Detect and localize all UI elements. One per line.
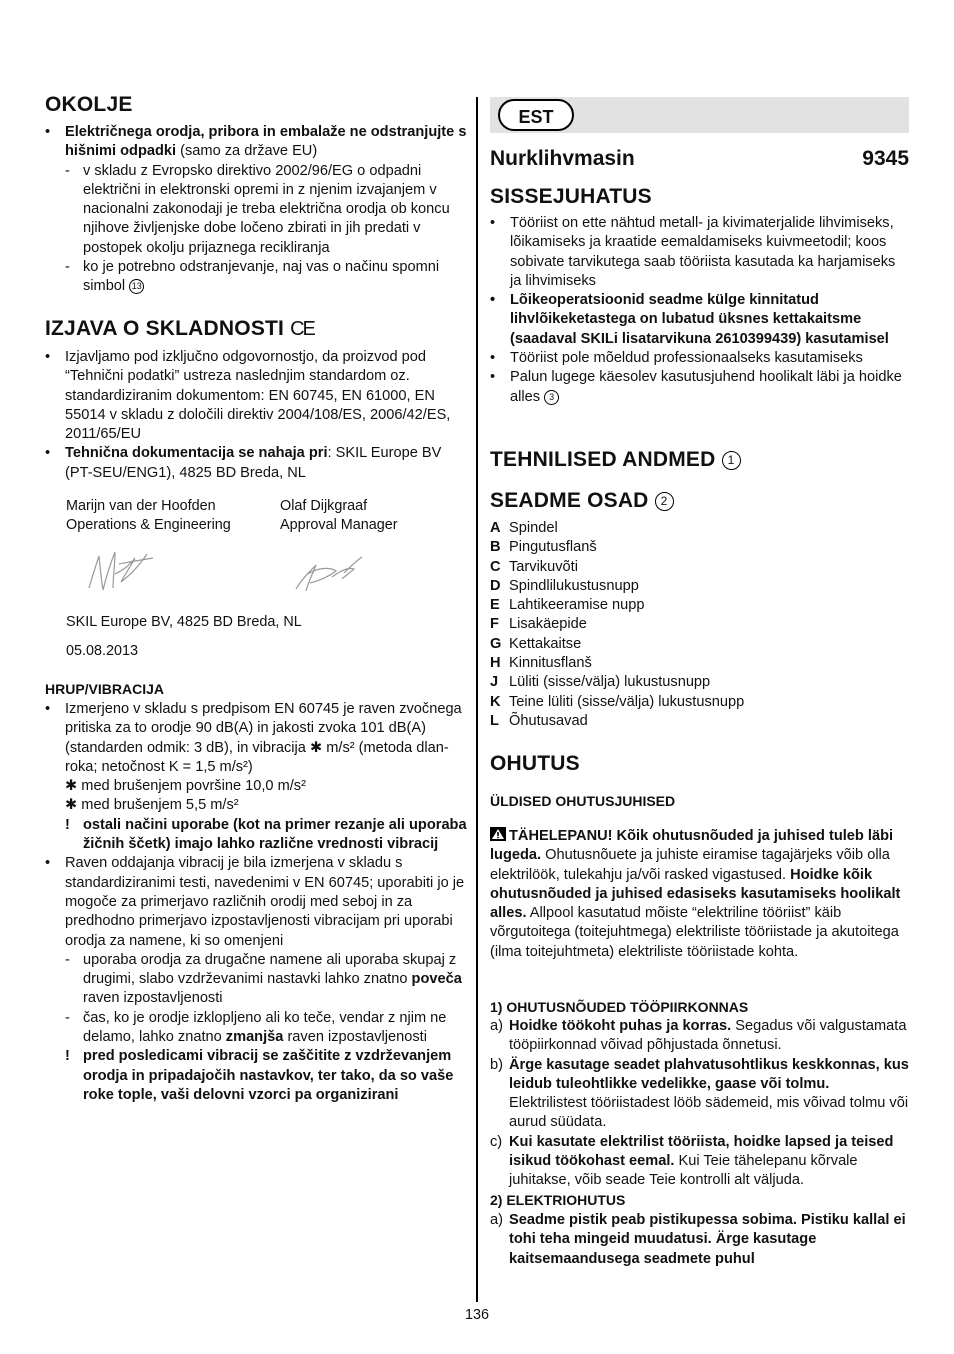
item-letter: a): [490, 1212, 503, 1228]
parts-heading: [490, 488, 674, 514]
part-letter: G: [490, 635, 502, 652]
hrup-dash-2-a: čas, ko je orodje izklopljeno ali ko teče, vendar z njim ne delamo, lahko znatno: [83, 1009, 447, 1046]
warning-bold-1: TÄHELEPANU! Kõik ohutusnõuded ja juhised tuleb läbi lugeda.: [490, 828, 894, 864]
hrup-note-1: ! ostali načini uporabe (kot na primer rezanje ali uporaba žičnih ščetk) imajo lahko različne vrednosti vibracij: [45, 816, 467, 855]
signature-2-icon: [292, 553, 366, 595]
part-label: Spindlilukustusnupp: [509, 577, 639, 594]
column-divider: [476, 97, 478, 1302]
intro-list: [490, 214, 910, 407]
tech-heading: [490, 447, 741, 473]
company-address: SKIL Europe BV, 4825 BD Breda, NL: [66, 614, 302, 630]
item-text: Kui Teie tähelepanu kõrvale juhitakse, võib seade Teie kontrolli alt väljuda.: [509, 1153, 858, 1189]
okolje-heading: OKOLJE: [45, 93, 133, 116]
part-label: Kinnitusflanš: [509, 655, 592, 672]
item-bold: Seadme pistik peab pistikupessa sobima. Pistiku kallal ei tohi teha mingeid muudatusi. Ärge kasutage kaitsemaandusega seadmete puhul: [509, 1212, 906, 1267]
item-letter: c): [490, 1133, 503, 1150]
sec2-list: [490, 1211, 910, 1269]
part-letter: J: [490, 674, 499, 691]
hrup-bullet-1: • Izmerjeno v skladu s predpisom EN 60745 je raven zvočnega pritiska za to orodje 90 dB(A) in jakosti zvoka 101 dB(A) (standarden odmik: 3 dB), in vibracija ✱ m/s² (metoda dlan-roka; netočnost K = 1,5 m/s²): [45, 700, 467, 777]
declaration-date: 05.08.2013: [66, 643, 139, 659]
izjava-title: IZJAVA O SKLADNOSTI: [45, 317, 285, 340]
izjava-bullet-2: [45, 444, 467, 483]
ohutus-heading: OHUTUS: [490, 752, 580, 775]
hrup-dash-1-a: uporaba orodja za drugačne namene ali uporaba skupaj z drugimi, slabo vzdrževanimi nastavki lahko znatno: [83, 951, 457, 988]
hrup-dash-1-b: poveča: [411, 971, 462, 988]
sec1-heading: 1) OHUTUSNÕUDED TÖÖPIIRKONNAS: [490, 999, 749, 1015]
warning-text-1: Ohutusnõuete ja juhiste eiramise tagajärjeks võib olla elektrilöök, tulekahju ja/või rasked vigastused.: [490, 847, 890, 883]
list-item: [490, 519, 910, 538]
list-item: [490, 673, 910, 692]
list-item: [490, 1211, 910, 1269]
item-bold: Ärge kasutage seadet plahvatusohtlikus keskkonnas, kus leidub tuleohtlikke vedelikke, gaase või tolmu.: [509, 1056, 909, 1092]
part-letter: C: [490, 558, 501, 575]
intro-bullet-4-text: Palun lugege käesolev kasutusjuhend hoolikalt läbi ja hoidke alles: [510, 369, 902, 405]
page-number: 136: [464, 1307, 489, 1323]
circled-number-13: 13: [129, 279, 144, 294]
list-item: [490, 596, 910, 615]
warning-triangle-icon: [490, 827, 506, 841]
signatory-1-title: Operations & Engineering: [66, 517, 231, 533]
hrup-note-2: ! pred posledicami vibracij se zaščitite z vzdrževanjem orodja in pripadajočih nastavkov, ter tako, da so vaše roke tople, vaši delovni vzorci pa organizirani: [45, 1047, 467, 1105]
item-text: Elektrilistest tööriistadest lööb sädemeid, mis võivad tolmu või aurud süüdata.: [509, 1095, 909, 1131]
part-label: Lüliti (sisse/välja) lukustusnupp: [509, 674, 711, 691]
part-letter: E: [490, 597, 500, 614]
tech-title: TEHNILISED ANDMED: [490, 448, 716, 471]
part-letter: L: [490, 712, 499, 729]
okolje-dash-2: [45, 258, 467, 297]
part-letter: D: [490, 577, 501, 594]
item-letter: b): [490, 1056, 503, 1073]
list-item: [490, 654, 910, 673]
list-item: [490, 693, 910, 712]
part-label: Pingutusflanš: [509, 539, 597, 556]
part-letter: B: [490, 539, 501, 556]
list-item: [490, 538, 910, 557]
hrup-star-2: ✱ med brušenjem 5,5 m/s²: [65, 797, 239, 814]
warning-paragraph: [490, 827, 910, 962]
hrup-heading: HRUP/VIBRACIJA: [45, 681, 165, 697]
part-label: Spindel: [509, 520, 558, 536]
hrup-dash-2-b: zmanjša: [225, 1029, 284, 1046]
product-name: Nurklihvmasin: [490, 147, 635, 170]
part-letter: F: [490, 616, 499, 633]
circled-number-3: 3: [544, 390, 559, 405]
intro-bullet-4: [490, 368, 910, 407]
intro-bullet-3: • Tööriist pole mõeldud professionaalseks kasutamiseks: [490, 349, 910, 368]
part-letter: K: [490, 693, 501, 710]
hrup-star-1: ✱ med brušenjem površine 10,0 m/s²: [65, 778, 306, 795]
parts-list: [490, 519, 910, 731]
intro-bullet-1: • Tööriist on ette nähtud metall- ja kivimaterjalide lihvimiseks, lõikamiseks ja kraatide eemaldamiseks kuivmeetodil; koos sobivate tarvikutega saab tööriista kasutada ka harjamiseks ja lihvimiseks: [490, 214, 910, 291]
language-bar: [490, 97, 909, 133]
okolje-list: [45, 123, 467, 297]
part-letter: H: [490, 655, 501, 672]
part-label: Õhutusavad: [509, 712, 588, 729]
signatory-2: [280, 497, 398, 535]
okolje-bullet-rest: (samo za države EU): [176, 143, 318, 160]
item-letter: a): [490, 1018, 503, 1034]
list-item: [490, 558, 910, 577]
okolje-bullet-bold: Električnega orodja, pribora in embalaže ne odstranjujte s hišnimi odpadki: [65, 124, 467, 160]
list-item: [490, 1056, 910, 1133]
parts-title: SEADME OSAD: [490, 489, 649, 512]
ce-mark-icon: CE: [290, 318, 314, 340]
list-item: [490, 712, 910, 731]
signatory-2-name: Olaf Dijkgraaf: [280, 498, 368, 514]
item-bold: Hoidke töökoht puhas ja korras.: [509, 1018, 732, 1034]
hrup-dash-2: [45, 1009, 467, 1048]
hrup-list: [45, 700, 467, 1105]
circled-number-2: 2: [655, 492, 674, 511]
part-label: Tarvikuvõti: [509, 558, 578, 575]
okolje-bullet: [45, 123, 467, 162]
sec2-heading: 2) ELEKTRIOHUTUS: [490, 1192, 626, 1208]
izjava-list: [45, 348, 467, 483]
izjava-bullet-2-rest: : SKIL Europe BV (PT-SEU/ENG1), 4825 BD Breda, NL: [65, 445, 442, 481]
part-label: Teine lüliti (sisse/välja) lukustusnupp: [509, 693, 745, 710]
item-bold: Kui kasutate elektrilist tööriista, hoidke lapsed ja teised isikud töökohast eemal.: [509, 1133, 894, 1170]
item-text: Segadus või valgustamata tööpiirkonnad võivad põhjustada õnnetusi.: [509, 1018, 907, 1054]
list-item: [490, 1017, 910, 1056]
izjava-bullet-1: • Izjavljamo pod izključno odgovornostjo, da proizvod pod “Tehnični podatki” ustreza naslednjim standardom oz. standardiziranim dokumentom: EN 60745, EN 61000, EN 55014 v skladu z določili direktiv 2004/108/ES, 2006/42/ES, 2011/65/EU: [45, 348, 467, 444]
sec1-list: [490, 1017, 910, 1191]
warning-text-2: Allpool kasutatud mõiste “elektriline tööriist” käib võrgutoitega (toitejuhtmega) elektriliste tööriistade ja akutoitega (ilma toitejuhtmeta) elektriliste tööriistade kohta.: [490, 905, 899, 960]
signatory-1-name: Marijn van der Hoofden: [66, 498, 216, 514]
list-item: [490, 635, 910, 654]
signatory-1: [66, 497, 231, 535]
hrup-bullet-2: • Raven oddajanja vibracij je bila izmerjena v skladu s standardiziranimi testi, navedenimi v EN 60745; uporabiti jo je mogoče za primerjavo različnih orodij med seboj in za predhodno primerjavo izpostavljenosti vibracijam pri uporabi orodja za namene, ki so omenjeni: [45, 854, 467, 950]
hrup-dash-1-c: raven izpostavljenosti: [83, 990, 223, 1007]
signature-1-icon: [85, 544, 157, 596]
warning-bold-2: Hoidke kõik ohutusnõuded ja juhised edasiseks kasutamiseks hoolikalt alles.: [490, 866, 901, 922]
intro-heading: SISSEJUHATUS: [490, 185, 652, 208]
list-item: [490, 615, 910, 634]
okolje-dash-2-text: ko je potrebno odstranjevanje, naj vas o načinu spomni simbol: [83, 259, 440, 295]
izjava-heading: [45, 316, 314, 342]
okolje-dash-1: - v skladu z Evropsko direktivo 2002/96/EG o odpadni električni in elektronski opremi in z njenim izvajanjem v nacionalni zakonodaji je treba električna orodja ob koncu njihove življenjske dobe ločeno zbirati in jih predati v postopek okolju prijaznega recikliranja: [45, 162, 467, 258]
product-title: [490, 146, 909, 172]
hrup-dash-1: [45, 951, 467, 1009]
list-item: [490, 577, 910, 596]
part-label: Kettakaitse: [509, 635, 582, 652]
part-label: Lahtikeeramise nupp: [509, 597, 645, 614]
part-letter: A: [490, 520, 501, 536]
circled-number-1: 1: [722, 451, 741, 470]
izjava-bullet-2-bold: Tehnična dokumentacija se nahaja pri: [65, 445, 328, 462]
yldised-heading: ÜLDISED OHUTUSJUHISED: [490, 793, 676, 809]
signatory-2-title: Approval Manager: [280, 517, 398, 533]
product-number: 9345: [862, 147, 909, 170]
list-item: [490, 1133, 910, 1191]
part-label: Lisakäepide: [509, 616, 587, 633]
intro-bullet-2: • Lõikeoperatsioonid seadme külge kinnitatud lihvlõikeketastega on lubatud üksnes kettakaitsme (saadaval SKILi lisatarvikuna 2610399439) kasutamisel: [490, 291, 910, 349]
language-badge: EST: [498, 99, 574, 131]
hrup-dash-2-c: raven izpostavljenosti: [283, 1029, 427, 1046]
